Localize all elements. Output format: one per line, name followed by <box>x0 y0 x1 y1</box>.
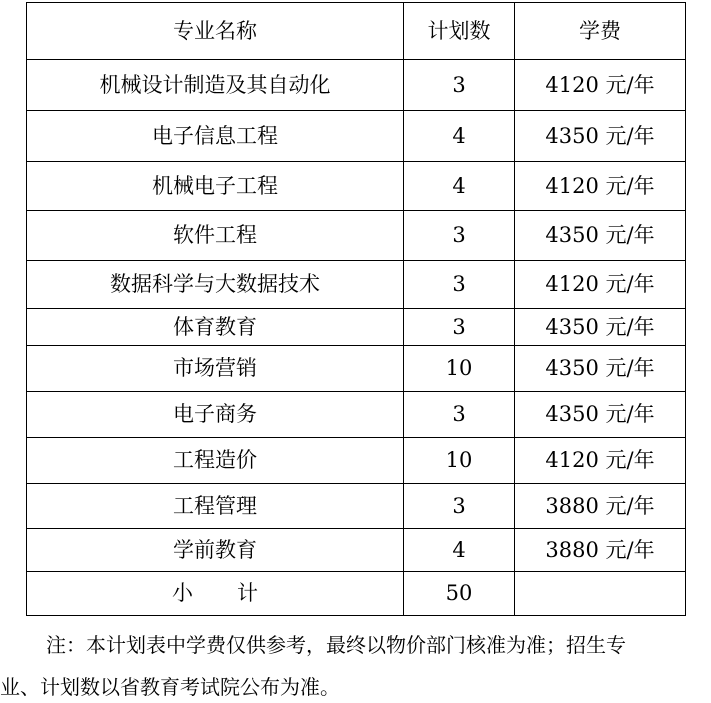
subtotal-plan: 50 <box>404 572 515 616</box>
cell-fee: 4120 元/年 <box>515 60 686 111</box>
table-row <box>27 111 686 162</box>
cell-major: 电子商务 <box>27 392 404 438</box>
table-row <box>27 211 686 261</box>
subtotal-label-char-2: 计 <box>237 581 258 605</box>
cell-plan: 3 <box>404 261 515 309</box>
cell-fee: 3880 元/年 <box>515 484 686 529</box>
cell-plan: 4 <box>404 529 515 572</box>
subtotal-fee <box>515 572 686 616</box>
cell-fee: 3880 元/年 <box>515 529 686 572</box>
cell-fee: 4350 元/年 <box>515 211 686 261</box>
header-major: 专业名称 <box>27 3 404 60</box>
cell-plan: 3 <box>404 211 515 261</box>
cell-major: 软件工程 <box>27 211 404 261</box>
cell-fee: 4120 元/年 <box>515 438 686 484</box>
cell-plan: 10 <box>404 438 515 484</box>
cell-fee: 4120 元/年 <box>515 162 686 211</box>
cell-plan: 3 <box>404 484 515 529</box>
subtotal-label <box>27 572 404 616</box>
cell-plan: 4 <box>404 111 515 162</box>
table-row <box>27 392 686 438</box>
cell-fee: 4120 元/年 <box>515 261 686 309</box>
cell-major: 机械电子工程 <box>27 162 404 211</box>
cell-fee: 4350 元/年 <box>515 111 686 162</box>
cell-major: 体育教育 <box>27 309 404 346</box>
table-header-row <box>27 3 686 60</box>
table-row <box>27 529 686 572</box>
table-row <box>27 309 686 346</box>
note-line-1: 注：本计划表中学费仅供参考，最终以物价部门核准为准；招生专 <box>46 633 626 657</box>
table-row <box>27 438 686 484</box>
enrollment-plan-table <box>26 2 686 616</box>
cell-plan: 3 <box>404 392 515 438</box>
subtotal-row <box>27 572 686 616</box>
cell-fee: 4350 元/年 <box>515 309 686 346</box>
cell-plan: 3 <box>404 309 515 346</box>
cell-fee: 4350 元/年 <box>515 346 686 392</box>
header-plan-count: 计划数 <box>404 3 515 60</box>
table-row <box>27 346 686 392</box>
cell-major: 市场营销 <box>27 346 404 392</box>
cell-plan: 4 <box>404 162 515 211</box>
cell-major: 机械设计制造及其自动化 <box>27 60 404 111</box>
table-row <box>27 162 686 211</box>
table-row <box>27 484 686 529</box>
subtotal-label-char-1: 小 <box>172 581 193 605</box>
cell-fee: 4350 元/年 <box>515 392 686 438</box>
cell-major: 工程造价 <box>27 438 404 484</box>
table-row <box>27 60 686 111</box>
header-tuition: 学费 <box>515 3 686 60</box>
cell-major: 数据科学与大数据技术 <box>27 261 404 309</box>
cell-plan: 10 <box>404 346 515 392</box>
cell-plan: 3 <box>404 60 515 111</box>
cell-major: 电子信息工程 <box>27 111 404 162</box>
cell-major: 学前教育 <box>27 529 404 572</box>
note-line-2: 业、计划数以省教育考试院公布为准。 <box>0 675 340 699</box>
table-row <box>27 261 686 309</box>
cell-major: 工程管理 <box>27 484 404 529</box>
